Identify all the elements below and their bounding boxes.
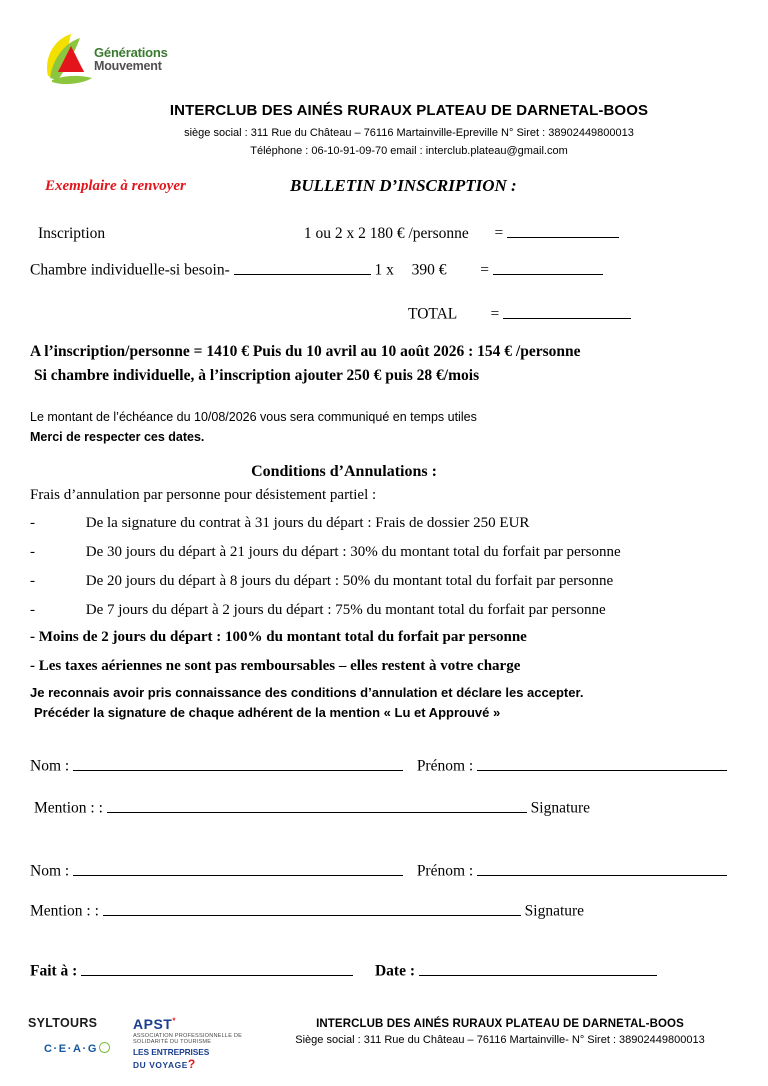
apst-subtitle: ASSOCIATION PROFESSIONNELLE DE SOLIDARITÉ DU TOURISME [133,1033,243,1045]
mention-input-2[interactable] [103,900,521,916]
apst-logo [133,1016,248,1071]
list-bullet: - [30,602,35,618]
org-contact: Téléphone : 06-10-91-09-70 email : interclub.plateau@gmail.com [250,145,568,157]
mention-row-1 [34,797,590,818]
logo-wordmark [94,46,168,73]
total-equals: = [490,305,500,323]
list-item-text: De 30 jours du départ à 21 jours du départ : 30% du montant total du forfait par personne [85,544,621,560]
fait-label: Fait à : [30,962,78,980]
mention-label: Mention : : [34,799,103,817]
echeance-note: Le montant de l’échéance du 10/08/2026 vous sera communiqué en temps utiles [30,410,477,424]
nom-prenom-row-2 [30,860,727,881]
copy-note: Exemplaire à renvoyer [45,178,186,194]
fait-input[interactable] [81,960,353,976]
mention-label: Mention : : [30,902,99,920]
chambre-amount: 390 € [411,261,447,279]
acknowledgement-line-2: Précéder la signature de chaque adhérent de la mention « Lu et Approuvé » [34,705,501,720]
list-item-text: De 20 jours du départ à 8 jours du départ : 50% du montant total du forfait par personne [85,573,614,589]
bulletin-title: BULLETIN D’INSCRIPTION : [290,176,517,195]
nom-prenom-row-1 [30,755,727,776]
conditions-intro: Frais d’annulation par personne pour désistement partiel : [30,487,377,503]
ceag-dot-icon [99,1042,110,1053]
apst-tagline-1: LES ENTREPRISES [133,1047,210,1057]
logo-block [38,26,183,94]
apst-name: APST* [133,1016,176,1032]
inscription-amount: 1 ou 2 x 2 180 € /personne [303,224,469,242]
chambre-row [30,259,603,280]
mention-input-1[interactable] [107,797,527,813]
payment-schedule-line-2: Si chambre individuelle, à l’inscription ajouter 250 € puis 28 €/mois [34,367,480,384]
prenom-label: Prénom : [416,757,474,775]
page-title: INTERCLUB DES AINÉS RURAUX PLATEAU DE DARNETAL-BOOS [169,102,649,119]
mention-row-2 [30,900,584,921]
footer-org-address: Siège social : 311 Rue du Château – 76116 Martainville- N° Siret : 38902449800013 [295,1034,705,1046]
inscription-row [38,222,619,243]
chambre-label: Chambre individuelle-si besoin- [30,261,230,279]
footer-org-info [250,1018,750,1046]
condition-bold-1: - Moins de 2 jours du départ : 100% du montant total du forfait par personne [30,629,527,645]
prenom-label: Prénom : [416,862,474,880]
list-bullet: - [30,515,35,531]
inscription-input[interactable] [507,222,619,238]
date-label: Date : [374,962,416,980]
apst-tagline-2: DU VOYAGE? [133,1057,196,1071]
nom-input-1[interactable] [73,755,403,771]
logo-line-2: Mouvement [94,58,162,73]
nom-label: Nom : [30,862,70,880]
total-input[interactable] [503,303,631,319]
apst-star-icon: * [172,1016,176,1026]
logo-line-1: Générations [94,45,168,60]
ceag-logo-text: C·E·A·G [44,1042,110,1055]
list-item-text: De 7 jours du départ à 2 jours du départ : 75% du montant total du forfait par personne [85,602,606,618]
signature-label-1: Signature [530,799,591,817]
nom-input-2[interactable] [73,860,403,876]
merci-note: Merci de respecter ces dates. [30,430,205,444]
condition-bold-2: - Les taxes aériennes ne sont pas remboursables – elles restent à votre charge [30,658,521,674]
chambre-total-input[interactable] [493,259,603,275]
chambre-input[interactable] [234,259,371,275]
syltours-logo-text: SYLTOURS [28,1016,98,1030]
conditions-title: Conditions d’Annulations : [251,463,437,480]
chambre-equals: = [480,261,489,279]
footer-logos [28,1016,248,1074]
list-item-text: De la signature du contrat à 31 jours du départ : Frais de dossier 250 EUR [85,515,530,531]
date-input[interactable] [419,960,657,976]
payment-schedule-line-1: A l’inscription/personne = 1410 € Puis du 10 avril au 10 août 2026 : 154 € /personne [30,343,581,360]
chambre-multiplier: 1 x [374,261,394,279]
signature-label-2: Signature [524,902,585,920]
nom-label: Nom : [30,757,70,775]
org-address: siège social : 311 Rue du Château – 76116 Martainville-Epreville N° Siret : 38902449800013 [184,127,634,139]
list-bullet: - [30,573,35,589]
inscription-label: Inscription [38,224,106,242]
prenom-input-1[interactable] [477,755,727,771]
total-row [408,303,631,324]
list-item [30,602,606,619]
list-item [30,515,529,532]
fait-date-row [30,960,657,981]
list-bullet: - [30,544,35,560]
list-item [30,573,613,590]
list-item [30,544,621,561]
prenom-input-2[interactable] [477,860,727,876]
acknowledgement-line-1: Je reconnais avoir pris connaissance des conditions d’annulation et déclare les accepter. [30,685,584,700]
footer-org-title: INTERCLUB DES AINÉS RURAUX PLATEAU DE DARNETAL-BOOS [316,1018,684,1030]
inscription-equals: = [494,224,504,242]
apst-question-icon: ? [187,1057,196,1071]
total-label: TOTAL [408,305,457,323]
